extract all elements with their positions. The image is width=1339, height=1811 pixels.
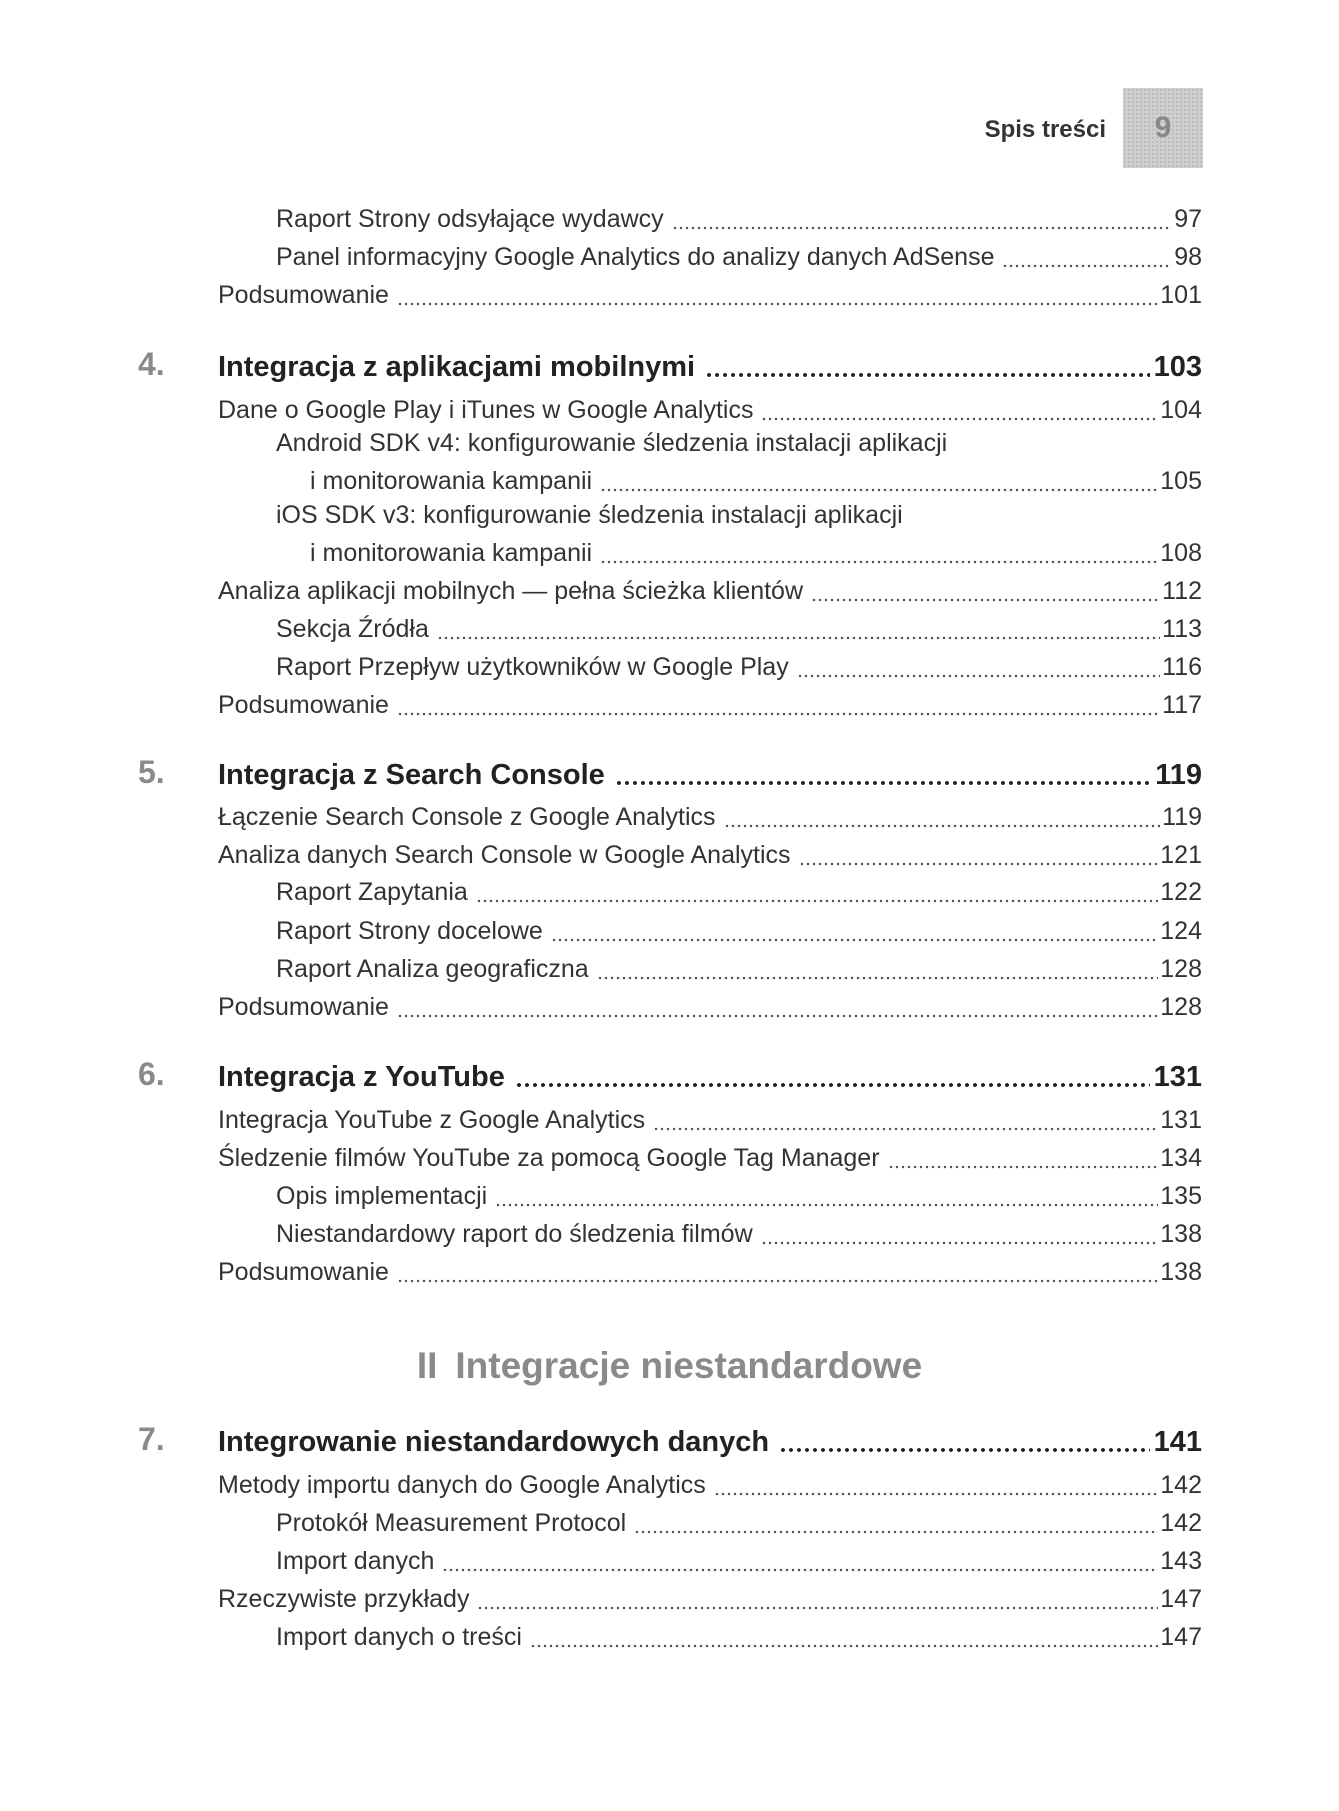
toc-entry[interactable]: [276, 1618, 1202, 1652]
toc-entry-label: Dane o Google Play i iTunes w Google Analytics: [218, 396, 754, 424]
toc-entry-page: 97: [1174, 205, 1202, 233]
toc-entry-page: 142: [1160, 1471, 1202, 1499]
toc-entry-label: Sekcja Źródła: [276, 615, 429, 643]
chapter-entry[interactable]: [218, 1419, 1202, 1459]
chapter-title: Integracja z YouTube: [218, 1061, 505, 1093]
toc-entry-page: 113: [1162, 615, 1202, 643]
toc-entry-page: 101: [1160, 281, 1202, 309]
toc-entry-label: Podsumowanie: [218, 281, 389, 309]
toc-entry-label: Protokół Measurement Protocol: [276, 1509, 627, 1537]
toc-entry[interactable]: [218, 391, 1202, 425]
toc-entry-label: Opis implementacji: [276, 1182, 488, 1210]
page-number: 9: [1154, 111, 1172, 144]
chapter-number: 7.: [138, 1421, 165, 1457]
toc-entry-page: 122: [1160, 878, 1202, 906]
chapter-page: 119: [1155, 759, 1202, 791]
dot-leader: [397, 1261, 1158, 1283]
chapter-page: 103: [1153, 351, 1202, 383]
toc-entry-label: Podsumowanie: [218, 1258, 389, 1286]
chapter-number: 4.: [138, 346, 165, 382]
toc-entry-page: 124: [1160, 917, 1202, 945]
dot-leader: [597, 958, 1159, 980]
toc-entry-page: 131: [1160, 1106, 1202, 1134]
chapter-entry[interactable]: [218, 1054, 1202, 1094]
toc-entry-page: 119: [1162, 803, 1202, 831]
toc-entry-label: iOS SDK v3: konfigurowanie śledzenia instalacji aplikacji: [276, 501, 903, 529]
dot-leader: [714, 1474, 1159, 1496]
toc-entry-page: 142: [1160, 1509, 1202, 1537]
dot-leader: [397, 284, 1158, 306]
toc-entry-page: 143: [1160, 1547, 1202, 1575]
dot-leader: [799, 844, 1159, 866]
toc-entry[interactable]: [218, 572, 1202, 606]
toc-entry[interactable]: [218, 276, 1202, 310]
dot-leader: [811, 580, 1160, 602]
toc-entry[interactable]: [276, 428, 1202, 462]
toc-entry[interactable]: [276, 200, 1202, 234]
toc-entry-continuation[interactable]: [310, 462, 1202, 496]
chapter-title: Integracja z Search Console: [218, 759, 605, 791]
dot-leader: [515, 1064, 1150, 1088]
toc-entry[interactable]: [276, 1504, 1202, 1538]
running-title: Spis treści: [984, 116, 1106, 143]
dot-leader: [437, 618, 1160, 640]
toc-entry[interactable]: [276, 238, 1202, 272]
toc-entry-page: 117: [1162, 691, 1202, 719]
toc-entry[interactable]: [218, 1139, 1202, 1173]
toc-entry[interactable]: [276, 1177, 1202, 1211]
toc-entry[interactable]: [276, 873, 1202, 907]
toc-entry[interactable]: [218, 836, 1202, 870]
dot-leader: [653, 1109, 1158, 1131]
toc-entry-page: 116: [1162, 653, 1202, 681]
chapter-entry[interactable]: [218, 752, 1202, 792]
toc-entry-page: 128: [1160, 993, 1202, 1021]
toc-entry[interactable]: [218, 1253, 1202, 1287]
part-heading: [0, 1345, 1339, 1387]
toc-entry-label: Panel informacyjny Google Analytics do analizy danych AdSense: [276, 243, 995, 271]
toc-entry-label: Rzeczywiste przykłady: [218, 1585, 470, 1613]
toc-entry-page: 138: [1160, 1220, 1202, 1248]
toc-entry-label: Import danych: [276, 1547, 435, 1575]
dot-leader: [530, 1626, 1158, 1648]
toc-entry-label: Śledzenie filmów YouTube za pomocą Google Tag Manager: [218, 1144, 880, 1172]
toc-entry[interactable]: [218, 1101, 1202, 1135]
dot-leader: [442, 1550, 1158, 1572]
toc-entry[interactable]: [276, 610, 1202, 644]
chapter-title: Integracja z aplikacjami mobilnymi: [218, 351, 696, 383]
toc-entry[interactable]: [218, 686, 1202, 720]
toc-entry-page: 121: [1160, 841, 1202, 869]
chapter-page: 141: [1153, 1426, 1202, 1458]
toc-entry-label: Raport Strony docelowe: [276, 917, 543, 945]
part-number: II: [416, 1345, 438, 1386]
toc-entry-label: Raport Analiza geograficzna: [276, 955, 589, 983]
toc-entry-page: 135: [1160, 1182, 1202, 1210]
dot-leader: [495, 1185, 1158, 1207]
chapter-page: 131: [1153, 1061, 1202, 1093]
chapter-title: Integrowanie niestandardowych danych: [218, 1426, 770, 1458]
dot-leader: [397, 996, 1158, 1018]
toc-entry-label: Niestandardowy raport do śledzenia filmów: [276, 1220, 753, 1248]
toc-entry-label: Raport Strony odsyłające wydawcy: [276, 205, 664, 233]
toc-entry-page: 105: [1160, 467, 1202, 495]
toc-entry-label: Raport Zapytania: [276, 878, 468, 906]
toc-entry[interactable]: [276, 912, 1202, 946]
running-head: [0, 88, 1339, 168]
toc-entry-page: 108: [1160, 539, 1202, 567]
toc-entry-label: Android SDK v4: konfigurowanie śledzenia instalacji aplikacji: [276, 429, 948, 457]
dot-leader: [634, 1512, 1158, 1534]
toc-entry-label: i monitorowania kampanii: [310, 467, 593, 495]
toc-entry-page: 147: [1160, 1585, 1202, 1613]
toc-entry[interactable]: [276, 950, 1202, 984]
toc-entry-continuation[interactable]: [310, 534, 1202, 568]
toc-entry-page: 112: [1162, 577, 1202, 605]
part-title: Integracje niestandardowe: [455, 1345, 923, 1386]
dot-leader: [476, 881, 1159, 903]
chapter-number: 6.: [138, 1056, 165, 1092]
toc-entry[interactable]: [218, 1580, 1202, 1614]
toc-entry[interactable]: [276, 648, 1202, 682]
dot-leader: [600, 470, 1158, 492]
toc-entry-page: 104: [1160, 396, 1202, 424]
dot-leader: [397, 694, 1160, 716]
dot-leader: [761, 1223, 1159, 1245]
toc-entry[interactable]: [276, 1542, 1202, 1576]
toc-entry-label: Podsumowanie: [218, 993, 389, 1021]
toc-entry-label: Raport Przepływ użytkowników w Google Play: [276, 653, 789, 681]
dot-leader: [477, 1588, 1158, 1610]
dot-leader: [761, 399, 1158, 421]
toc-entry-page: 98: [1174, 243, 1202, 271]
toc-entry[interactable]: [218, 988, 1202, 1022]
toc-entry-page: 128: [1160, 955, 1202, 983]
toc-entry[interactable]: [218, 1466, 1202, 1500]
dot-leader: [888, 1147, 1159, 1169]
toc-entry-label: Import danych o treści: [276, 1623, 522, 1651]
toc-entry[interactable]: [276, 500, 1202, 534]
toc-entry-page: 134: [1160, 1144, 1202, 1172]
toc-entry-label: Łączenie Search Console z Google Analytics: [218, 803, 716, 831]
dot-leader: [779, 1429, 1149, 1453]
toc-entry-label: Metody importu danych do Google Analytics: [218, 1471, 706, 1499]
dot-leader: [705, 354, 1150, 378]
toc-entry[interactable]: [218, 798, 1202, 832]
toc-entry-page: 138: [1160, 1258, 1202, 1286]
chapter-number: 5.: [138, 754, 165, 790]
chapter-entry[interactable]: [218, 344, 1202, 384]
toc-entry-label: Integracja YouTube z Google Analytics: [218, 1106, 646, 1134]
dot-leader: [615, 762, 1151, 786]
dot-leader: [672, 208, 1173, 230]
toc-entry-label: Analiza aplikacji mobilnych — pełna ścieżka klientów: [218, 577, 803, 605]
toc-entry-page: 147: [1160, 1623, 1202, 1651]
toc-entry-label: Podsumowanie: [218, 691, 389, 719]
dot-leader: [1002, 246, 1172, 268]
page-number-box: [1123, 88, 1203, 168]
toc-entry[interactable]: [276, 1215, 1202, 1249]
dot-leader: [551, 920, 1158, 942]
toc-entry-label: i monitorowania kampanii: [310, 539, 593, 567]
dot-leader: [797, 656, 1160, 678]
toc-entry-label: Analiza danych Search Console w Google Analytics: [218, 841, 791, 869]
dot-leader: [600, 542, 1158, 564]
dot-leader: [724, 806, 1161, 828]
